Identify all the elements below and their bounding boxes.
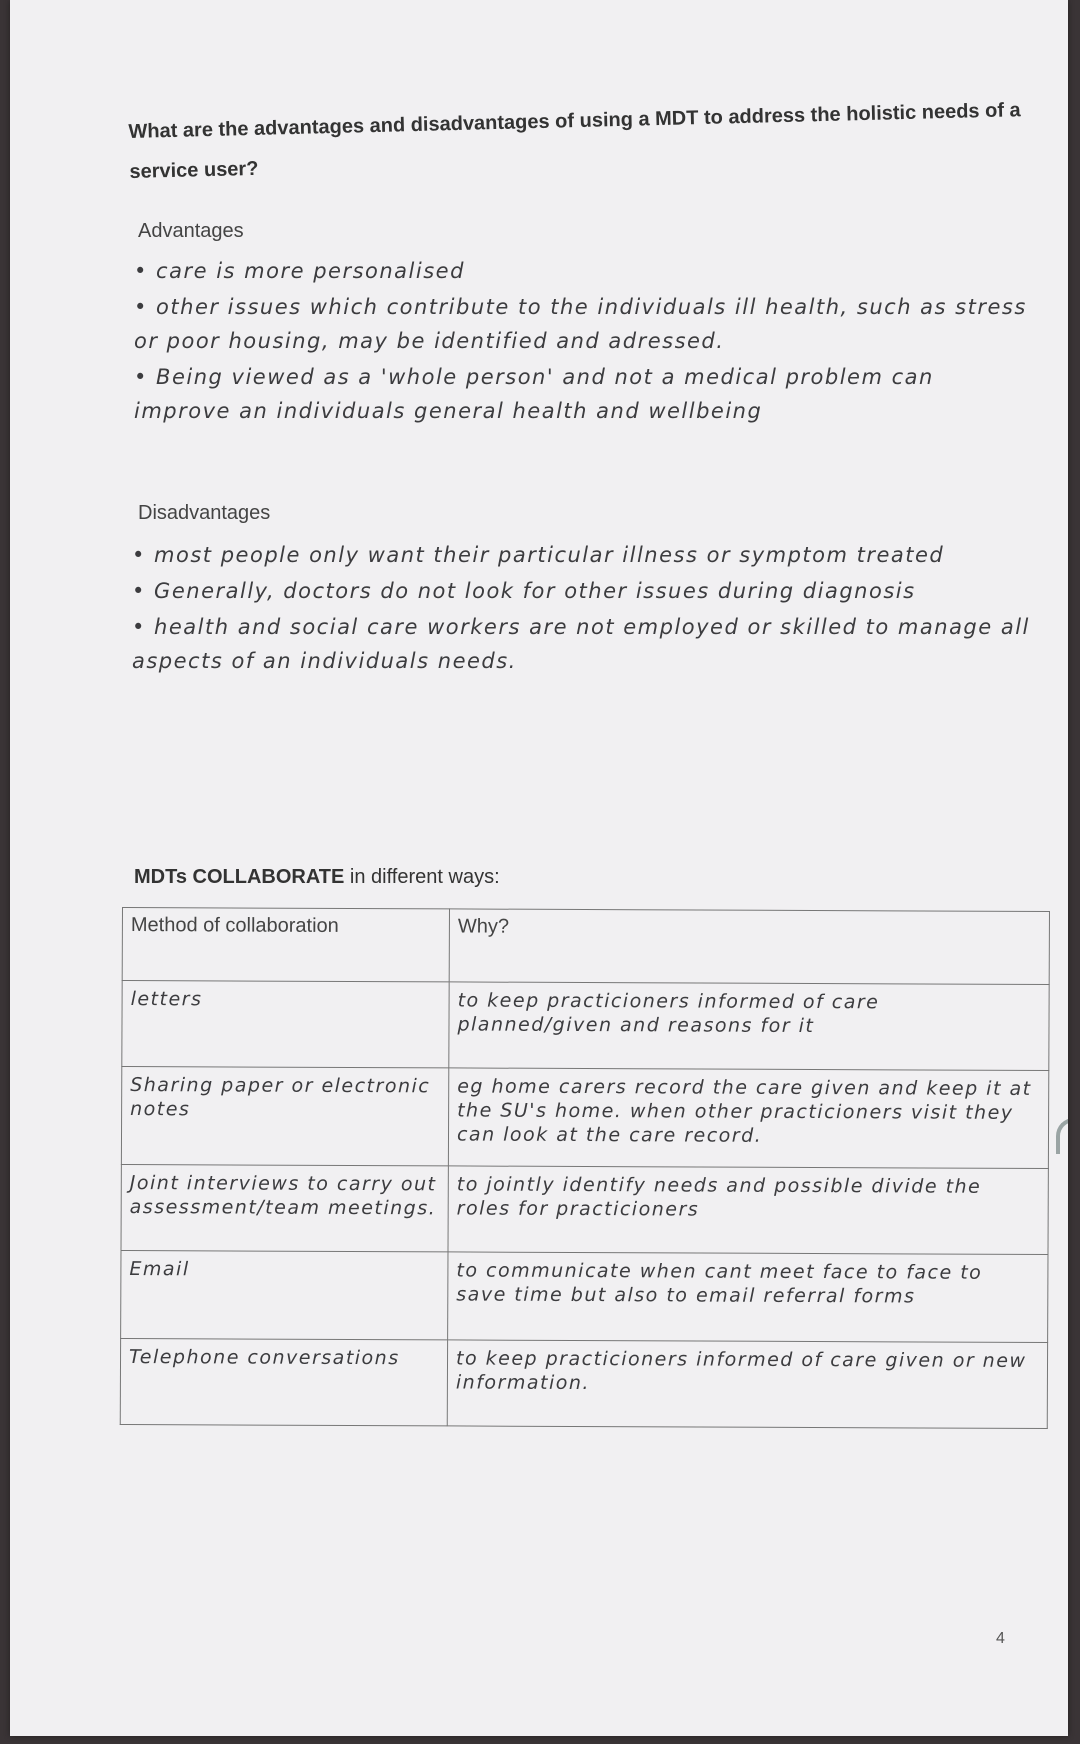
page-number: 4: [996, 1630, 1005, 1647]
disadvantage-item: • Generally, doctors do not look for other issues during diagnosis: [132, 579, 916, 603]
advantage-item: • other issues which contribute to the individuals ill health, such as stress or poor housing, may be identified and adressed.: [134, 295, 1027, 353]
advantage-item: • Being viewed as a 'whole person' and not a medical problem can improve an individuals general health and wellbeing: [134, 365, 934, 423]
question-text: What are the advantages and disadvantages of using a MDT to address the holistic needs of a service user?: [128, 99, 1021, 183]
method-cell: Email: [121, 1250, 448, 1339]
disadvantage-item: • health and social care workers are not employed or skilled to manage all aspects of an individuals needs.: [132, 615, 1030, 673]
why-cell: to jointly identify needs and possible divide the roles for practicioners: [448, 1166, 1048, 1255]
method-cell: letters: [122, 981, 449, 1068]
why-cell: eg home carers record the care given and keep it at the SU's home. when other practicioners visit they can look at the care record.: [448, 1068, 1048, 1169]
collaborate-heading: [134, 866, 500, 889]
disadvantages-heading: Disadvantages: [138, 502, 271, 524]
why-cell: to keep practicioners informed of care given or new information.: [447, 1340, 1047, 1429]
advantages-heading: Advantages: [138, 220, 244, 242]
method-cell: Sharing paper or electronic notes: [121, 1067, 448, 1166]
why-cell: to keep practicioners informed of care planned/given and reasons for it: [449, 982, 1049, 1071]
header-method: Method of collaboration: [122, 908, 449, 982]
why-cell: to communicate when cant meet face to face to save time but also to email referral forms: [448, 1252, 1048, 1343]
header-why: Why?: [449, 909, 1049, 985]
disadvantages-list: [132, 538, 1032, 680]
table-row: [122, 981, 1049, 1071]
method-cell: Joint interviews to carry out assessment/team meetings.: [121, 1164, 448, 1251]
table-row: [121, 1164, 1048, 1254]
collaborate-heading-bold: MDTs COLLABORATE: [134, 866, 345, 888]
advantage-item: • care is more personalised: [134, 259, 465, 283]
binder-clip-icon: [1056, 1118, 1068, 1154]
collaboration-table: [120, 907, 1050, 1429]
table-row: [121, 1067, 1048, 1169]
method-cell: Telephone conversations: [120, 1338, 447, 1425]
collaborate-heading-rest: in different ways:: [344, 866, 500, 888]
disadvantage-item: • most people only want their particular illness or symptom treated: [132, 543, 945, 567]
table-row: [121, 1250, 1048, 1342]
table-row: [120, 1338, 1047, 1428]
worksheet-page: [10, 0, 1068, 1736]
table-header-row: [122, 908, 1049, 985]
advantages-list: [134, 254, 1034, 430]
